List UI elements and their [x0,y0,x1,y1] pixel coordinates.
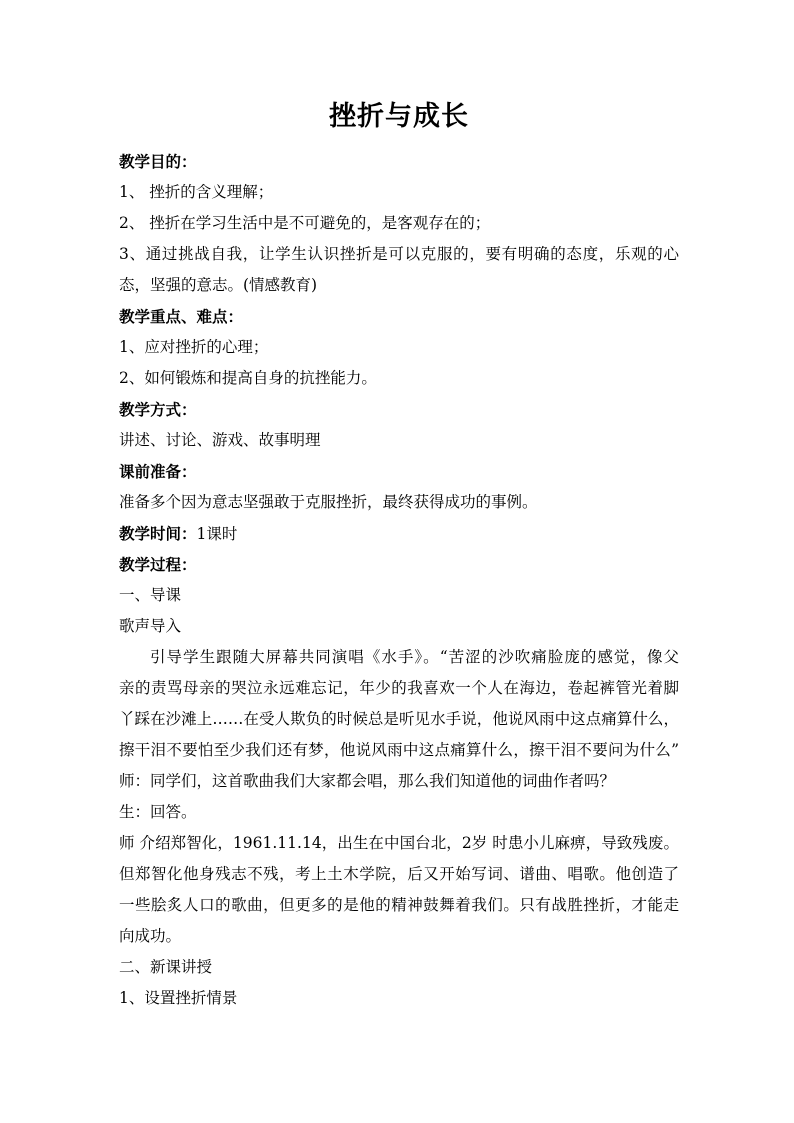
section-title: 一、导课 [119,586,182,604]
paragraph-line: 师 介绍郑智化，1961.11.14，出生在中国台北，2岁 时患小儿麻痹，导致残废。 [119,834,679,852]
goal-item: 1、 挫折的含义理解； [119,183,274,201]
process-heading: 教学过程： [119,555,197,574]
paragraph-line: 亲的责骂母亲的哭泣永远难忘记，年少的我喜欢一个人在海边，卷起裤管光着脚 [119,679,679,697]
key-point-item: 2、如何锻炼和提高自身的抗挫能力。 [119,369,377,387]
time-row [119,518,679,549]
paragraph-line: 向成功。 [119,927,182,945]
paragraph-line: 丫踩在沙滩上……在受人欺负的时候总是听见水手说，他说风雨中这点痛算什么， [119,710,679,728]
key-point-item: 1、应对挫折的心理； [119,338,269,356]
method-text: 讲述、讨论、游戏、故事明理 [119,431,321,449]
section-title: 二、新课讲授 [119,958,213,976]
goal-item: 2、 挫折在学习生活中是不可避免的，是客观存在的； [119,214,491,232]
paragraph-line: 一些脍炙人口的歌曲，但更多的是他的精神鼓舞着我们。只有战胜挫折，才能走 [119,896,679,914]
section-subtitle: 1、设置挫折情景 [119,989,238,1007]
document-title: 挫折与成长 [329,101,469,132]
paragraph-line: 引导学生跟随大屏幕共同演唱《水手》。“苦涩的沙吹痛脸庞的感觉，像父 [150,648,679,666]
time-heading: 教学时间： [119,524,197,543]
paragraph-line: 师：同学们，这首歌曲我们大家都会唱，那么我们知道他的词曲作者吗？ [119,772,616,790]
key-points-heading: 教学重点、难点： [119,307,244,326]
method-heading: 教学方式： [119,400,197,419]
prep-text: 准备多个因为意志坚强敢于克服挫折，最终获得成功的事例。 [119,493,538,511]
goal-item-continuation: 态，坚强的意志。(情感教育) [119,276,318,294]
section-subtitle: 歌声导入 [119,617,182,635]
goals-heading: 教学目的： [119,152,197,171]
prep-heading: 课前准备： [119,462,197,481]
paragraph-line: 生：回答。 [119,803,197,821]
paragraph-line: 但郑智化他身残志不残，考上土木学院，后又开始写词、谱曲、唱歌。他创造了 [119,865,679,883]
document-page [119,96,679,1014]
time-value: 1课时 [196,525,238,543]
paragraph-line: 擦干泪不要怕至少我们还有梦，他说风雨中这点痛算什么，擦干泪不要问为什么” [119,741,679,759]
goal-item: 3、通过挑战自我，让学生认识挫折是可以克服的，要有明确的态度，乐观的心 [119,245,679,263]
